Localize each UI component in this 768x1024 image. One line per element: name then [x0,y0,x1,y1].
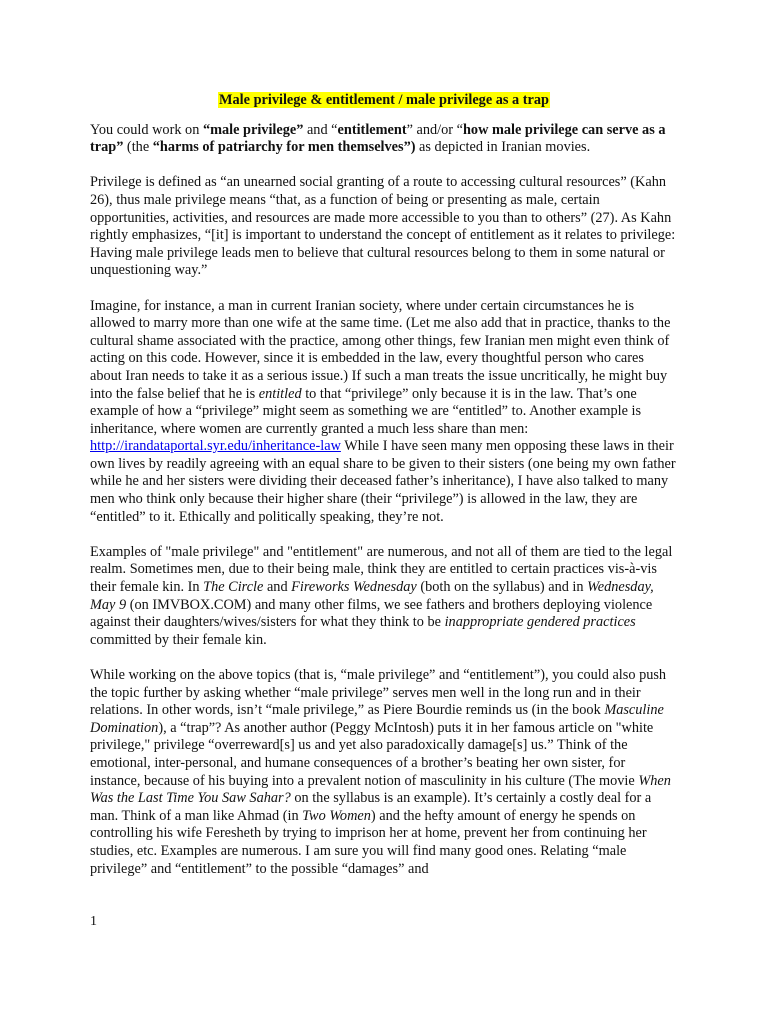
text-run: and “ [303,121,338,138]
italic-text: entitled [258,385,302,402]
paragraph-privilege-trap [90,667,678,878]
italic-text: When Was the Last Time You Saw Sahar? [90,772,671,807]
paragraph-examples-films [90,544,678,650]
bold-text: “male privilege” [202,121,304,138]
italic-text: The Circle [203,579,264,596]
title-highlight: Male privilege & entitlement / male privilege as a trap [219,92,549,108]
paragraph-example-marriage [90,298,678,527]
italic-text: Fireworks Wednesday [291,579,417,596]
italic-text: Two Women [302,807,371,824]
text-run: Examples of "male privilege" and "entitlement" are numerous, and not all of them are tied to the legal realm. Sometimes men, due to their being male, think they are entitled to certain practices vis-à-vis their female kin. In [90,543,673,596]
italic-text: Masculine Domination [90,702,664,736]
text-run: to that “privilege” only because it is in the law. That’s one example of how a “privilege” might seem as something we are “entitled” to. Another example is inheritance, where women are currently granted a much less share than men: [90,385,642,437]
text-run: committed by their female kin. [90,631,267,648]
text-run: (on IMVBOX.COM) and many other films, we see fathers and brothers deploying violence against their daughters/wives/sisters for what they think to be [90,596,653,631]
bold-text: how male privilege can serve as a trap” [90,121,666,156]
document-body [90,92,678,896]
paragraph-intro [90,122,678,157]
text-run: Imagine, for instance, a man in current Iranian society, where under certain circumstances he is allowed to marry more than one wife at the same time. (Let me also add that in practice, thanks to the cultural shame associated with the practice, among other things, few Iranian men might even think of acting on this code. However, since it is embedded in the law, every thoughtful person who cares about Iran needs to take it as a serious issue.) If such a man treats the issue uncritically, he might buy into the false belief that he is [90,297,671,402]
text-run: ” and/or “ [406,121,463,138]
text-run: and [263,579,292,596]
page-number: 1 [90,914,97,929]
text-run: as depicted in Iranian movies. [415,139,591,156]
inheritance-law-link[interactable]: http://irandataportal.syr.edu/inheritance-law [90,438,341,455]
text-run: (both on the syllabus) and in [416,579,588,596]
paragraph-definition: Privilege is defined as “an unearned social granting of a route to accessing cultural resources” (Kahn 26), thus male privilege means “that, as a function of being or presenting as male, certain opportunities, activities, and resources are made more accessible to you than to others” (27). As Kahn rightly emphasizes, “[it] is important to understand the concept of entitlement as it relates to privilege: Having male privilege leads men to believe that cultural resources belong to them in some natural or unquestioning way.” [90,174,676,279]
bold-text: entitlement [337,121,407,138]
italic-text: Wednesday, May 9 [90,579,654,613]
bold-text: “harms of patriarchy for men themselves”) [152,139,416,156]
italic-text: inappropriate gendered practices [444,614,636,631]
text-run: ) and the hefty amount of energy he spends on controlling his wife Feresheth by trying to imprison her at home, prevent her from continuing her studies, etc. Examples are numerous. I am sure you will find many good ones. Relating “male privilege” and “entitlement” to the possible “damages” and [90,807,647,877]
text-run: While I have seen many men opposing these laws in their own lives by readily agreeing with an equal share to be given to their sisters (one being my own father while he and her sisters were dividing their deceased father’s inheritance), I have also talked to many men who think only because their higher share (their “privilege”) is allowed in the law, they are “entitled” to it. Ethically and politically speaking, they’re not. [90,438,676,525]
text-run: ), a “trap”? As another author (Peggy McIntosh) puts it in her famous article on "white privilege," privilege “overreward[s] us and yet also paradoxically damage[s] us.” Think of the emotional, inter-personal, and humane consequences of a brother’s beating her own sister, for instance, because of his buying into a prevalent notion of masculinity in his culture (The movie [90,719,654,789]
page-title [90,92,678,110]
text-run: You could work on [90,121,203,138]
text-run: on the syllabus is an example). It’s certainly a costly deal for a man. Think of a man like Ahmad (in [90,790,652,824]
text-run: (the [123,139,153,156]
text-run: While working on the above topics (that is, “male privilege” and “entitlement”), you could also push the topic further by asking whether “male privilege” serves men well in the long run and in their relations. In other words, isn’t “male privilege,” as Piere Bourdie reminds us (in the book [90,667,667,719]
